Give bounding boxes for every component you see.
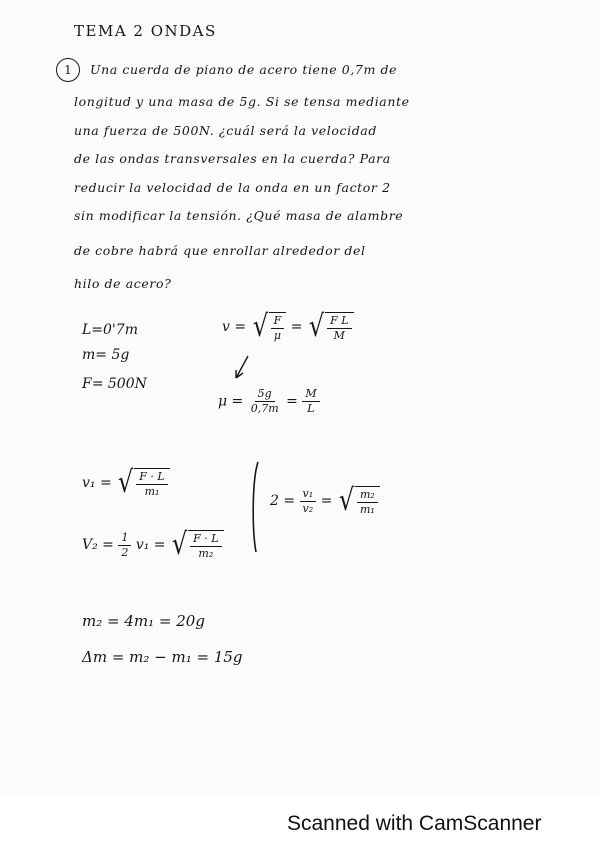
problem-line-4: de las ondas transversales en la cuerda? Para <box>74 151 391 166</box>
half-denominator: 2 <box>121 545 129 559</box>
v2-mid: v₁ = <box>135 537 166 554</box>
f-numerator: F <box>271 315 285 329</box>
ratio-denominator: v₂ <box>302 501 314 515</box>
problem-number: 1 <box>56 58 80 82</box>
fl-numerator: F L <box>327 315 351 329</box>
mu-numerator: 5g <box>255 388 275 402</box>
mu-denominator-length: 0,7m <box>250 402 279 416</box>
mu-denominator: μ <box>273 329 282 343</box>
v1-lhs: v₁ = <box>82 475 112 492</box>
v1-formula: v₁ = √ $\frac{F \cdot L}{\text{m₁}}$ <box>82 468 170 498</box>
problem-line-1: Una cuerda de piano de acero tiene 0,7m de <box>90 62 398 77</box>
given-force: F= 500N <box>82 376 147 392</box>
v2-lhs: V₂ = <box>82 537 114 554</box>
v1-denominator: m₁ <box>144 485 160 499</box>
m-denominator: M <box>333 329 345 343</box>
equals-sign: = <box>290 319 303 336</box>
problem-line-7: de cobre habrá que enrollar alrededor del <box>74 243 366 258</box>
result-delta-m: Δm = m₂ − m₁ = 15g <box>82 648 243 666</box>
problem-line-2: longitud y una masa de 5g. Si se tensa mediante <box>74 94 410 109</box>
problem-line-3: una fuerza de 500N. ¿cuál será la velocidad <box>74 123 377 138</box>
sqrt-f-over-mu: √ $\frac{F}{\mu}$ <box>251 312 287 342</box>
page-title: TEMA 2 ONDAS <box>74 22 217 40</box>
given-length: L=0'7m <box>82 322 138 338</box>
v1-numerator: F · L <box>136 471 167 485</box>
scanner-watermark: Scanned with CamScanner <box>287 812 542 835</box>
mu-lhs: μ = <box>218 393 244 410</box>
brace-bracket <box>253 462 258 552</box>
given-mass: m= 5g <box>82 347 130 363</box>
half-numerator: 1 <box>118 532 131 546</box>
two-lhs: 2 = <box>270 493 296 510</box>
mass-ratio-denominator: m₁ <box>359 503 375 517</box>
problem-line-8: hilo de acero? <box>74 276 172 291</box>
v2-formula: V₂ = $\frac{1}{2}$ v₁ = √ $\frac{F \cdot L}{\text{m₂}}$ <box>82 530 224 560</box>
result-m2: m₂ = 4m₁ = 20g <box>82 612 205 630</box>
problem-line-6: sin modificar la tensión. ¿Qué masa de alambre <box>74 208 404 223</box>
ratio-numerator: v₁ <box>300 488 317 502</box>
v-lhs: v = <box>222 319 247 336</box>
problem-line-5: reducir la velocidad de la onda en un factor 2 <box>74 180 391 195</box>
down-arrow-stroke <box>236 356 248 378</box>
equals-sign: = <box>286 393 298 410</box>
ratio-formula: 2 = $\frac{\text{v₁}}{\text{v₂}}$ = √ $\frac{\text{m₂}}{\text{m₁}}$ <box>270 486 380 516</box>
mass-ratio-numerator: m₂ <box>357 489 378 503</box>
sqrt-fl-over-m: √ $\frac{\text{F L}}{M}$ <box>307 312 354 342</box>
l-denominator: L <box>307 402 315 416</box>
m-numerator: M <box>302 388 319 402</box>
equals-sign: = <box>320 493 333 510</box>
v2-denominator: m₂ <box>198 547 214 561</box>
v2-numerator: F · L <box>190 533 221 547</box>
